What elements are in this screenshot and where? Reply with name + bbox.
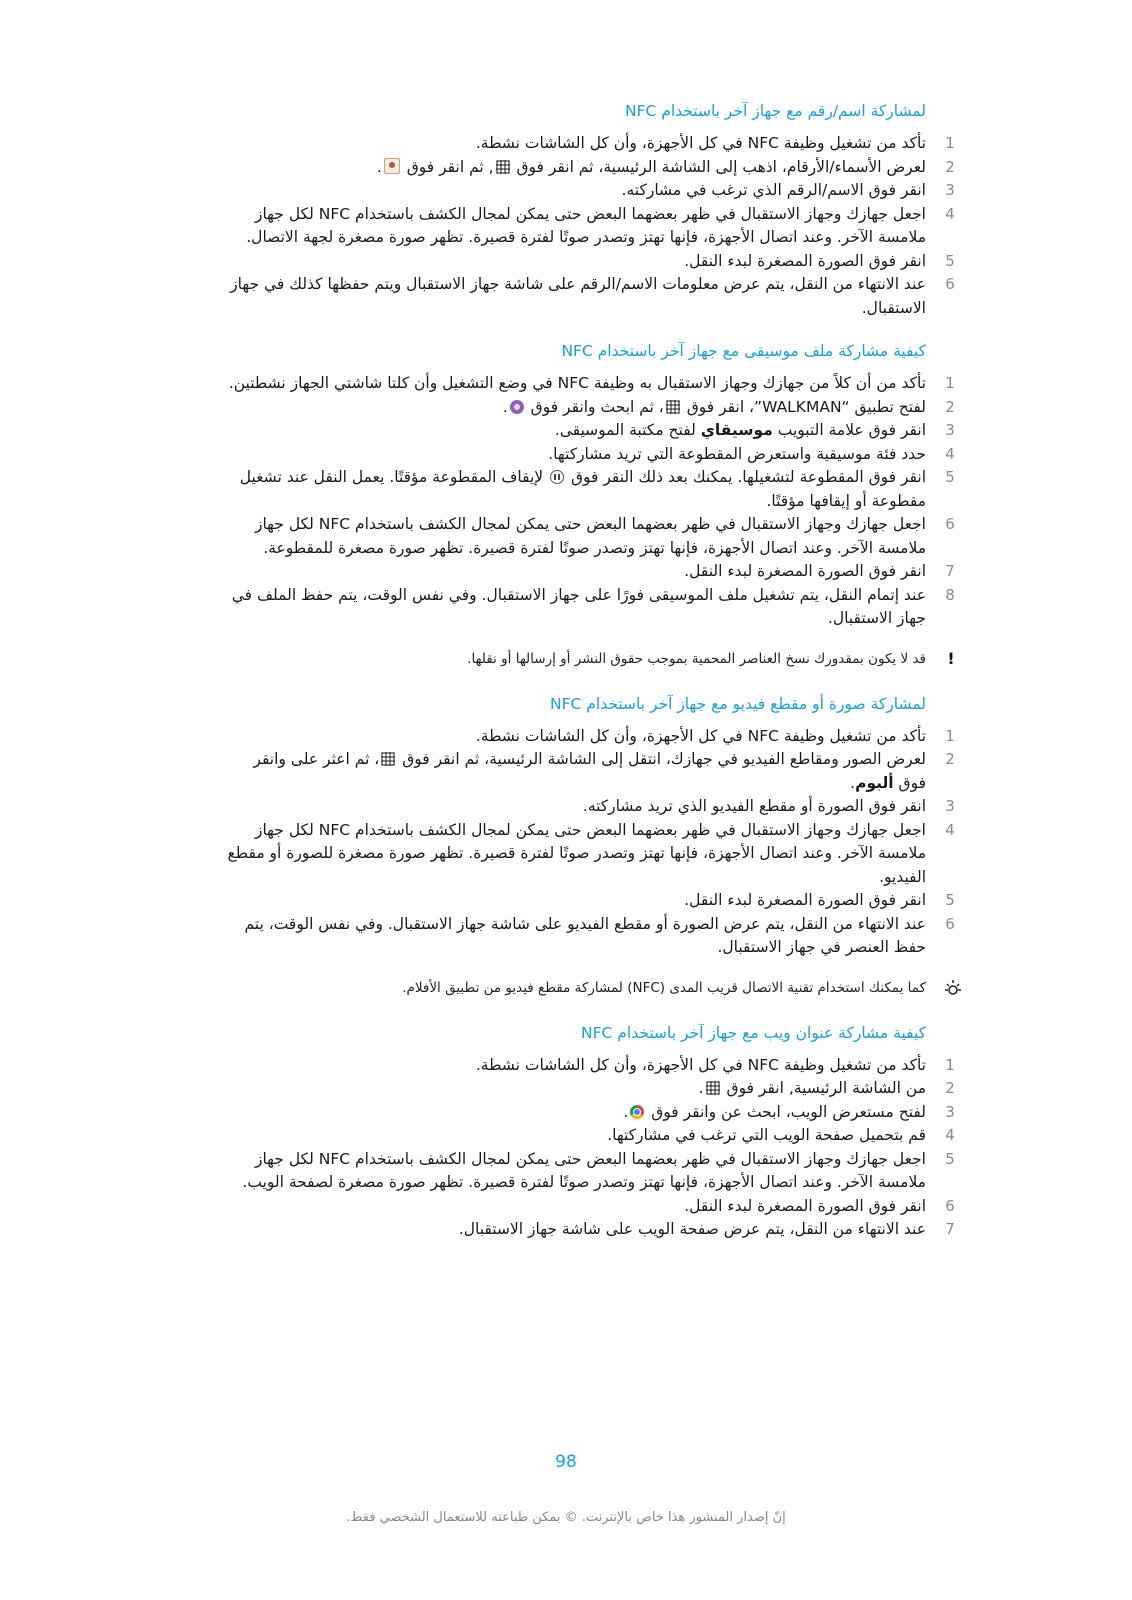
note-text: قد لا يكون بمقدورك نسخ العناصر المحمية بموجب حقوق النشر أو إرسالها أو نقلها. <box>467 650 926 667</box>
step-text: ، ثم ابحث وانقر فوق <box>525 397 664 416</box>
step-text: انقر فوق علامة التبويب <box>772 421 926 439</box>
step-item <box>222 419 955 443</box>
step-item <box>222 819 955 890</box>
step-list <box>222 725 955 960</box>
step-item <box>222 584 955 631</box>
step-item <box>222 466 955 513</box>
ui-label: موسيقاي <box>700 421 773 439</box>
step-text: انقر فوق الصورة المصغرة لبدء النقل. <box>684 562 926 580</box>
step-list <box>222 1054 955 1242</box>
step-text: عند إتمام النقل، يتم تشغيل ملف الموسيقى فورًا على جهاز الاستقبال. وفي نفس الوقت، يتم حفظ الملف في جهاز الاستقبال. <box>231 585 926 627</box>
step-text: لعرض الصور ومقاطع الفيديو في جهازك، انتقل إلى الشاشة الرئيسية، ثم انقر فوق <box>397 750 926 768</box>
instruction-section <box>222 1022 955 1242</box>
step-number: 5 <box>945 1149 955 1168</box>
step-text: تأكد من تشغيل وظيفة NFC في كل الأجهزة، وأن كل الشاشات نشطة. <box>475 1055 926 1074</box>
step-text: لإيقاف المقطوعة مؤقتًا. يعمل النقل عند تشغيل مقطوعة أو إيقافها مؤقتًا. <box>239 468 926 510</box>
step-item <box>222 889 955 913</box>
grid-icon <box>381 752 395 766</box>
walkman-icon <box>510 400 524 414</box>
step-number: 2 <box>945 397 955 416</box>
pause-icon <box>550 470 564 484</box>
step-text: لفتح تطبيق “WALKMAN”، انقر فوق <box>681 397 926 416</box>
tip-text: كما يمكنك استخدام تقنية الاتصال قريب المدى (NFC) لمشاركة مقطع فيديو من تطبيق الأفلام. <box>402 979 926 996</box>
step-number: 1 <box>945 134 955 152</box>
step-text: لعرض الأسماء/الأرقام، اذهب إلى الشاشة الرئيسية، ثم انقر فوق <box>511 157 926 176</box>
step-text: قم بتحميل صفحة الويب التي ترغب في مشاركتها. <box>607 1126 926 1144</box>
step-number: 4 <box>945 1126 955 1144</box>
step-number: 3 <box>945 181 955 199</box>
step-item <box>222 725 955 749</box>
step-number: 5 <box>945 468 955 486</box>
step-text: اجعل جهازك وجهاز الاستقبال في ظهر بعضهما البعض حتى يمكن لمجال الكشف باستخدام NFC لكل جهاز ملامسة الآخر. وعند اتصال الأجهزة، فإنها تهتز وتصدر صوتًا لفترة قصيرة. تظهر صورة مصغرة للمقطوعة. <box>254 515 926 557</box>
section-title: كيفية مشاركة عنوان ويب مع جهاز آخر باستخدام NFC <box>581 1023 926 1042</box>
step-text: لفتح مستعرض الويب، ابحث عن وانقر فوق <box>646 1102 926 1121</box>
step-number: 5 <box>945 251 955 270</box>
step-number: 7 <box>945 1220 955 1238</box>
step-text: لفتح مكتبة الموسيقى. <box>554 421 701 439</box>
step-text: انقر فوق الصورة المصغرة لبدء النقل. <box>684 251 926 270</box>
step-item <box>222 1101 955 1125</box>
chrome-icon <box>630 1105 644 1119</box>
step-number: 3 <box>945 797 955 815</box>
step-item <box>222 1054 955 1078</box>
step-number: 6 <box>945 515 955 533</box>
instruction-section <box>222 340 955 669</box>
step-text: , ثم انقر فوق <box>401 157 494 176</box>
step-list <box>222 372 955 631</box>
step-item <box>222 1077 955 1101</box>
step-item <box>222 913 955 960</box>
step-item <box>222 156 955 180</box>
page-content <box>222 100 955 1262</box>
footer-note: إنّ إصدار المنشور هذا خاص بالإنترنت. © يمكن طباعته للاستعمال الشخصي فقط. <box>346 1510 786 1525</box>
step-item <box>222 560 955 584</box>
step-list <box>222 132 955 320</box>
step-number: 6 <box>945 914 955 933</box>
step-text: عند الانتهاء من النقل، يتم عرض صفحة الويب على شاشة جهاز الاستقبال. <box>458 1220 926 1238</box>
step-item <box>222 748 955 795</box>
step-text: انقر فوق الاسم/الرقم الذي ترغب في مشاركته. <box>621 181 926 199</box>
step-item <box>222 443 955 467</box>
instruction-section <box>222 693 955 998</box>
step-text: . <box>376 157 382 176</box>
warning-note <box>222 648 955 669</box>
step-text: . <box>502 397 508 416</box>
step-text: . <box>623 1102 629 1121</box>
step-text: عند الانتهاء من النقل، يتم عرض الصورة أو مقطع الفيديو على شاشة جهاز الاستقبال. وفي نفس الوقت، يتم حفظ العنصر في جهاز الاستقبال. <box>244 914 926 956</box>
grid-icon <box>496 160 510 174</box>
step-number: 4 <box>945 204 955 223</box>
step-text: تأكد من تشغيل وظيفة NFC في كل الأجهزة، وأن كل الشاشات نشطة. <box>475 726 926 745</box>
ui-label: ألبوم <box>855 773 894 792</box>
step-text: تأكد من تشغيل وظيفة NFC في كل الأجهزة، وأن كل الشاشات نشطة. <box>475 134 926 152</box>
step-text: ، ثم اعثر على وانقر فوق <box>253 750 926 792</box>
step-text: من الشاشة الرئيسية, انقر فوق <box>721 1079 926 1097</box>
step-number: 2 <box>945 1079 955 1097</box>
step-item <box>222 273 955 320</box>
exclamation-icon: ! <box>947 648 955 668</box>
step-number: 1 <box>945 374 955 392</box>
step-number: 5 <box>945 891 955 909</box>
step-text: . <box>698 1079 704 1097</box>
step-number: 6 <box>945 1196 955 1215</box>
tip-note <box>222 978 926 998</box>
step-item <box>222 203 955 250</box>
step-text: تأكد من أن كلاً من جهازك وجهاز الاستقبال به وظيفة NFC في وضع التشغيل وأن كلتا شاشتي الجهاز نشطتين. <box>228 374 926 392</box>
grid-icon <box>666 400 680 414</box>
step-number: 4 <box>945 444 955 463</box>
section-title: كيفية مشاركة ملف موسيقى مع جهاز آخر باستخدام NFC <box>561 342 926 360</box>
step-item <box>222 1124 955 1148</box>
step-text: انقر فوق الصورة المصغرة لبدء النقل. <box>684 1196 926 1215</box>
step-text: حدد فئة موسيقية واستعرض المقطوعة التي تريد مشاركتها. <box>548 444 926 463</box>
step-item <box>222 1218 955 1242</box>
step-item <box>222 513 955 560</box>
grid-icon <box>706 1081 720 1095</box>
step-number: 3 <box>945 421 955 439</box>
step-item <box>222 1195 955 1219</box>
step-item <box>222 250 955 274</box>
step-number: 1 <box>945 726 955 745</box>
step-text: اجعل جهازك وجهاز الاستقبال في ظهر بعضهما البعض حتى يمكن لمجال الكشف باستخدام NFC لكل جهاز ملامسة الآخر. وعند اتصال الأجهزة، فإنها تهتز وتصدر صوتًا لفترة قصيرة. تظهر صورة مصغرة لصفحة الويب. <box>242 1149 926 1191</box>
lightbulb-icon <box>942 978 964 1000</box>
contacts-icon <box>384 158 400 174</box>
step-item <box>222 372 955 396</box>
step-number: 4 <box>945 820 955 839</box>
step-item <box>222 795 955 819</box>
step-number: 7 <box>945 562 955 580</box>
step-item <box>222 132 955 156</box>
step-number: 2 <box>945 750 955 768</box>
step-number: 2 <box>945 157 955 176</box>
step-number: 6 <box>945 275 955 293</box>
step-item <box>222 179 955 203</box>
section-title: لمشاركة صورة أو مقطع فيديو مع جهاز آخر باستخدام NFC <box>550 694 926 713</box>
step-item <box>222 396 955 420</box>
step-item <box>222 1148 955 1195</box>
step-text: انقر فوق المقطوعة لتشغيلها. يمكنك بعد ذلك النقر فوق <box>566 468 926 486</box>
instruction-section <box>222 100 955 320</box>
section-title: لمشاركة اسم/رقم مع جهاز آخر باستخدام NFC <box>624 102 926 120</box>
page-number: 98 <box>555 1452 577 1472</box>
step-number: 1 <box>945 1055 955 1074</box>
step-text: . <box>850 773 856 792</box>
step-text: عند الانتهاء من النقل، يتم عرض معلومات الاسم/الرقم على شاشة جهاز الاستقبال ويتم حفظها كذلك في جهاز الاستقبال. <box>230 275 926 317</box>
step-text: انقر فوق الصورة أو مقطع الفيديو الذي تريد مشاركته. <box>582 797 926 815</box>
step-text: اجعل جهازك وجهاز الاستقبال في ظهر بعضهما البعض حتى يمكن لمجال الكشف باستخدام NFC لكل جهاز ملامسة الآخر. وعند اتصال الأجهزة، فإنها تهتز وتصدر صوتًا لفترة قصيرة. تظهر صورة مصغرة لجهة الاتصال. <box>246 204 926 246</box>
step-text: انقر فوق الصورة المصغرة لبدء النقل. <box>684 891 926 909</box>
step-text: اجعل جهازك وجهاز الاستقبال في ظهر بعضهما البعض حتى يمكن لمجال الكشف باستخدام NFC لكل جهاز ملامسة الآخر. وعند اتصال الأجهزة، فإنها تهتز وتصدر صوتًا لفترة قصيرة. تظهر صورة مصغرة للصورة أو مقطع الفيديو. <box>227 820 926 886</box>
step-number: 3 <box>945 1102 955 1121</box>
step-number: 8 <box>945 585 955 604</box>
